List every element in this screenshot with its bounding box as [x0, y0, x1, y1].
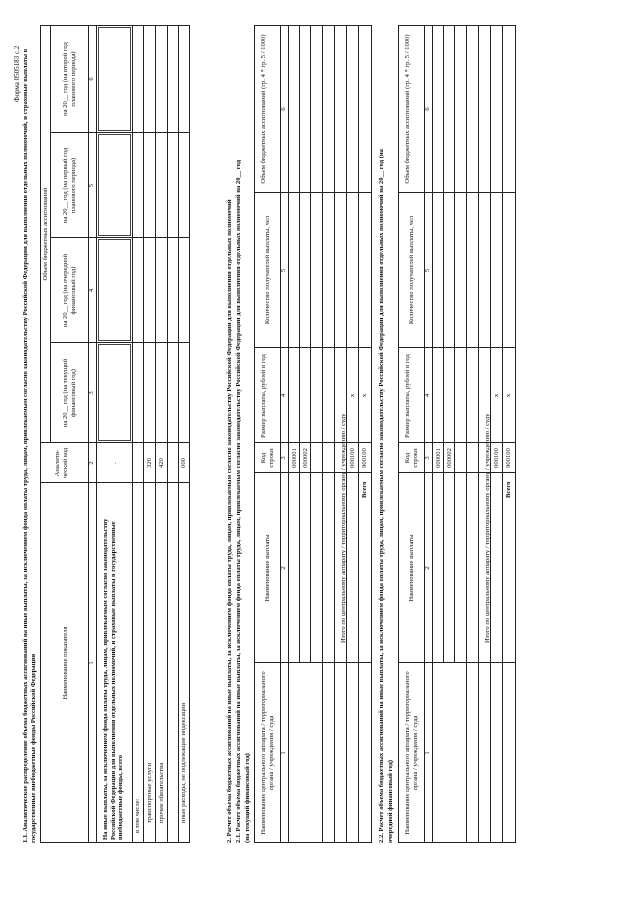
table2-2-code-2: 000002 — [446, 448, 453, 468]
table2-1-header-row-code: Код строки — [260, 448, 275, 468]
table2-1-colnum-6: 6 — [280, 107, 287, 111]
table1-row-other-label: прочие обязательства — [158, 762, 165, 823]
table2-1-header-count: Количество получателей выплаты, чел — [264, 215, 271, 325]
table2-1-colnum-1: 1 — [280, 751, 287, 755]
table2-1-colnum-3: 3 — [280, 456, 287, 460]
table1-header-current: на 20__ год (на текущий финансовый год) — [62, 358, 77, 428]
table2-2-colnum-4: 4 — [424, 393, 431, 398]
table2-2-header-count: Количество получателей выплаты, чел — [408, 215, 415, 325]
table1-header-first: на 20__ год (на первый год планового периода) — [62, 147, 77, 224]
table2-2 — [398, 25, 516, 843]
table2-1-code-1: 000001 — [291, 448, 298, 468]
table2-1-grand-total-label: Всего — [361, 481, 368, 498]
table1-cell-second-total — [98, 27, 131, 131]
table2-1-colnum-5: 5 — [280, 268, 287, 273]
table1-row-incl-label: в том числе: — [134, 798, 141, 833]
table2-2-grand-total-label: Всего — [505, 481, 512, 498]
table1-row-other-code: 420 — [158, 458, 165, 468]
table2-1-code-2: 000002 — [302, 448, 309, 468]
section2-1-note: (на текущий финансовый год) — [244, 753, 251, 843]
table1-row-misc-code: 000 — [180, 458, 187, 468]
table1-colnum-2: 2 — [88, 461, 95, 465]
table2-2-x-2: x — [505, 393, 512, 398]
table1-colnum-4: 4 — [88, 288, 95, 293]
table2-2-code-4: 900100 — [505, 448, 512, 468]
table2-2-total-org-label: Итого по центральному аппарату / территориальному органу / учреждению / суду — [484, 413, 491, 643]
table1-row-transport-label: транспортные услуги — [146, 762, 153, 823]
table1-header-group: Объем бюджетных ассигнований — [42, 187, 49, 281]
form-code: Форма 0505183 с.2 — [13, 45, 21, 102]
table1-colnum-3: 3 — [88, 391, 95, 395]
table2-2-header-payment: Наименование выплаты — [408, 534, 415, 602]
table1-colnum-6: 6 — [88, 77, 95, 81]
table2-2-code-3: 000100 — [493, 448, 500, 468]
table2-2-colnum-6: 6 — [424, 107, 431, 111]
table2-1-code-4: 900100 — [361, 448, 368, 468]
table2-2-x-1: x — [493, 393, 500, 398]
table1-cell-current-total — [98, 344, 131, 441]
table2-2-colnum-5: 5 — [424, 268, 431, 273]
section1-title: 1.1. Аналитическое распределение объема бюджетных ассигнований на иные выплаты, за исключением фонда оплаты труда, лицам, привлекаемым согласно законодательству Российской Федерации для выполнения отдельных полномочий, и страховые выплаты в государственные внебюджетные фонды Российской Федерации — [22, 48, 37, 843]
table2-1 — [254, 25, 372, 843]
table2-2-colnum-2: 2 — [424, 566, 431, 570]
table2-1-header-payment: Наименование выплаты — [264, 534, 271, 602]
table1-row-misc-label: иные расходы, не подлежащие индексации — [180, 702, 187, 823]
table2-2-header-amount: Размер выплаты, рублей в год — [404, 354, 411, 438]
table1 — [40, 25, 190, 843]
table1-cell-next-total — [98, 239, 131, 341]
table2-1-colnum-4: 4 — [280, 393, 287, 398]
table2-2-colnum-3: 3 — [424, 456, 431, 460]
table2-2-colnum-1: 1 — [424, 751, 431, 755]
table2-1-x-1: x — [349, 393, 356, 398]
table2-2-header-volume: Объем бюджетных ассигнований (гр. 4 * гр. 5 / 1000) — [404, 34, 411, 184]
table1-header-second: на 20__ год (на второй год планового периода) — [62, 42, 77, 116]
table2-2-code-1: 000001 — [435, 448, 442, 468]
table2-2-header-org: Наименование центрального аппарата / территориального органа / учреждения / суда — [404, 671, 419, 835]
table2-1-x-2: x — [361, 393, 368, 398]
table1-row-transport-code: 320 — [146, 458, 153, 468]
section2-2-title: 2.2. Расчет объема бюджетных ассигнований на иные выплаты, за исключением фонда оплаты труда, лицам, привлекаемым согласно законодательству Российской Федерации для выполнения отдельных полномочий на 20__ год (на — [378, 149, 385, 843]
table2-1-header-amount: Размер выплаты, рублей в год — [260, 354, 267, 438]
table1-header-next: на 20__ год (на очередной финансовый год) — [62, 253, 77, 328]
section2-1-title: 2.1. Расчет объема бюджетных ассигнований на иные выплаты, за исключением фонда оплаты труда, лицам, привлекаемым согласно законодательству Российской Федерации для выполнения отдельных полномочий на 20__ год — [235, 159, 242, 843]
table2-1-total-org-label: Итого по центральному аппарату / территориальному органу / учреждению / суду — [340, 413, 347, 643]
section2-2-note: очередной финансовый год) — [387, 759, 394, 843]
table2-1-header-volume: Объем бюджетных ассигнований (гр. 4 * гр. 5 / 1000) — [260, 34, 267, 184]
table1-header-analytic-code: Аналити-ческий код — [54, 447, 69, 479]
table1-colnum-5: 5 — [88, 183, 95, 188]
table2-2-header-row-code: Код строки — [404, 448, 419, 468]
table1-colnum-1: 1 — [88, 661, 95, 665]
table1-cell-first-total — [98, 134, 131, 236]
table2-1-colnum-2: 2 — [280, 566, 287, 570]
table1-header-name: Наименование показателя — [62, 626, 69, 700]
table1-row-total-code: . — [111, 462, 118, 464]
table2-1-code-3: 000100 — [349, 448, 356, 468]
table1-row-total-label: На иные выплаты, за исключением фонда оплаты труда, лицам, привлекаемым согласно законодательству Российской Федерации для выполнения отдельных полномочий, и страховые выплаты в государственные внебюджетные фонды, всего — [102, 518, 125, 840]
section2-title: 2. Расчет объема бюджетных ассигнований на иные выплаты, за исключением фонда оплаты труда, лицам, привлекаемым согласно законодательству Российской Федерации для выполнения отдельных полномочий — [226, 199, 233, 843]
table2-1-header-org: Наименование центрального аппарата / территориального органа / учреждения / суда — [260, 671, 275, 835]
